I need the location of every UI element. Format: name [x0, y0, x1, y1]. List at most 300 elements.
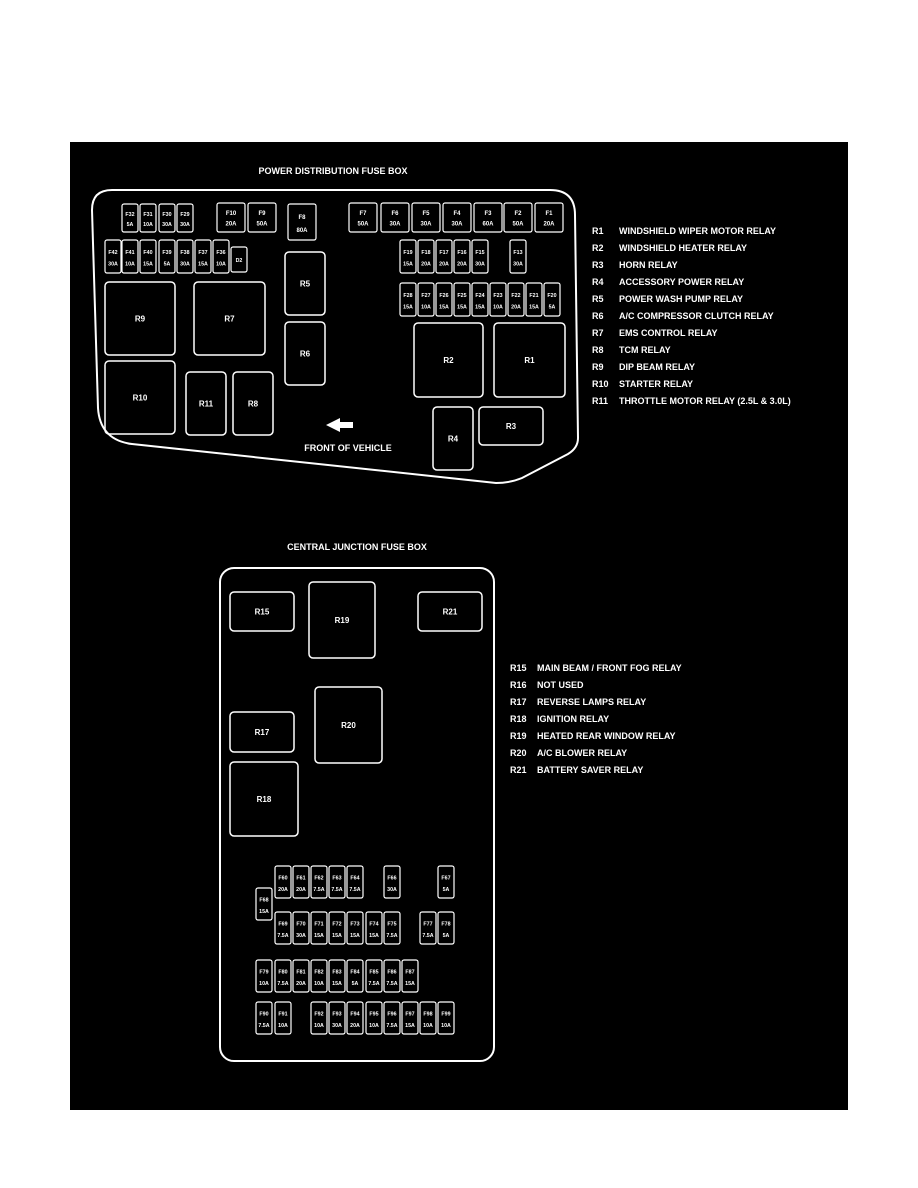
fuse-rating-label: 20A [225, 221, 237, 228]
fuse-rating-label: 7.5A [422, 932, 434, 939]
fuse-id-label: F40 [143, 249, 153, 256]
legend-code: R9 [592, 362, 604, 372]
relay-r4 [433, 407, 473, 470]
fuse-id-label: F80 [278, 969, 288, 976]
fuse-f87 [402, 960, 418, 992]
legend-code: R1 [592, 226, 604, 236]
fuse-id-label: F73 [350, 921, 360, 928]
fuse-rating-label: 30A [332, 1022, 342, 1029]
relay-label: R1 [524, 356, 535, 365]
fuse-id-label: F99 [441, 1011, 451, 1018]
fuse-f17 [436, 240, 452, 273]
legend-description: EMS CONTROL RELAY [619, 328, 718, 338]
relay-label: R17 [254, 728, 270, 737]
fuse-id-label: F3 [484, 211, 492, 218]
fuse-id-label: F18 [421, 249, 431, 256]
fuse-f98 [420, 1002, 436, 1034]
relay-r15 [230, 592, 294, 631]
fuse-id-label: F5 [422, 211, 430, 218]
fuse-f68 [256, 888, 272, 920]
fuse-f40 [140, 240, 156, 273]
fuse-f30 [159, 204, 175, 232]
fuse-f91 [275, 1002, 291, 1034]
legend-description: STARTER RELAY [619, 379, 694, 389]
relay-r19 [309, 582, 375, 658]
fuse-rating-label: 5A [351, 980, 359, 987]
fuse-id-label: F61 [296, 875, 306, 882]
legend-description: WINDSHIELD HEATER RELAY [619, 243, 748, 253]
fuse-id-label: F9 [258, 211, 266, 218]
arrow-left-icon [326, 418, 353, 432]
relay-r1 [494, 323, 565, 397]
fuse-rating-label: 5A [442, 932, 450, 939]
fuse-id-label: F23 [493, 292, 503, 299]
fuse-f32 [122, 204, 138, 232]
fuse-rating-label: 5A [126, 221, 134, 228]
fuse-rating-label: 5A [163, 261, 171, 268]
fuse-f1 [535, 203, 563, 232]
fuse-id-label: F83 [332, 969, 342, 976]
fuse-id-label: F29 [180, 211, 190, 218]
legend-description: A/C COMPRESSOR CLUTCH RELAY [619, 311, 774, 321]
fuse-rating-label: 15A [350, 932, 360, 939]
fuse-rating-label: 7.5A [349, 886, 361, 893]
fuse-f42 [105, 240, 121, 273]
fuse-f99 [438, 1002, 454, 1034]
relay-label: R8 [247, 399, 259, 409]
fuse-f21 [526, 283, 542, 316]
fuse-f10 [217, 203, 245, 232]
fuse-f4 [443, 203, 471, 232]
fuse-rating-label: 7.5A [386, 1022, 398, 1029]
legend-code: R2 [592, 243, 604, 253]
fuse-f84 [347, 960, 363, 992]
relay-label: R15 [254, 607, 270, 617]
fuse-rating-label: 15A [314, 932, 324, 939]
fuse-rating-label: 7.5A [277, 932, 289, 939]
fuse-f93 [329, 1002, 345, 1034]
fuse-f69 [275, 912, 291, 944]
fuse-f90 [256, 1002, 272, 1034]
legend-code: R8 [592, 345, 604, 355]
fuse-f74 [366, 912, 382, 944]
fuse-id-label: F75 [387, 921, 397, 928]
fuse-id-label: F25 [457, 292, 467, 299]
legend-description: NOT USED [537, 680, 584, 690]
fuse-id-label: F77 [423, 921, 433, 928]
relay-label: R11 [198, 399, 214, 409]
fuse-id-label: F32 [125, 211, 135, 218]
legend-description: THROTTLE MOTOR RELAY (2.5L & 3.0L) [619, 396, 791, 406]
fuse-f75 [384, 912, 400, 944]
relay-label: R5 [299, 279, 311, 289]
legend-description: ACCESSORY POWER RELAY [619, 277, 745, 287]
relay-label: R6 [299, 349, 311, 359]
fuse-id-label: F42 [108, 249, 118, 256]
fuse-f29 [177, 204, 193, 232]
fuse-id-label: F4 [453, 211, 461, 218]
fuse-id-label: F98 [423, 1011, 433, 1018]
fuse-rating-label: 10A [278, 1022, 288, 1029]
fuse-id-label: F26 [439, 292, 449, 299]
legend-code: R17 [510, 697, 527, 707]
fuse-f66 [384, 866, 400, 898]
relay-label: R20 [341, 721, 356, 730]
power-box-title: POWER DISTRIBUTION FUSE BOX [258, 166, 408, 176]
legend-description: TCM RELAY [619, 345, 671, 355]
fuse-rating-label: 15A [405, 1022, 415, 1029]
fuse-f64 [347, 866, 363, 898]
junction-box-relays [230, 582, 482, 836]
legend-description: MAIN BEAM / FRONT FOG RELAY [537, 663, 682, 673]
legend-description: A/C BLOWER RELAY [537, 748, 628, 758]
fuse-f73 [347, 912, 363, 944]
fuse-f28 [400, 283, 416, 316]
legend-code: R4 [592, 277, 604, 287]
fuse-id-label: F17 [439, 249, 449, 256]
fuse-rating-label: 15A [403, 261, 413, 268]
legend-code: R10 [592, 379, 609, 389]
legend-code: R11 [592, 396, 609, 406]
fuse-f94 [347, 1002, 363, 1034]
fuse-rating-label: 30A [108, 261, 118, 268]
relay-label: R4 [447, 434, 459, 444]
fuse-f96 [384, 1002, 400, 1034]
fuse-id-label: F74 [369, 921, 379, 928]
fuse-id-label: F82 [314, 969, 324, 976]
fuse-id-label: F79 [259, 969, 269, 976]
fuse-f13 [510, 240, 526, 273]
fuse-id-label: F95 [369, 1011, 379, 1018]
relay-r9 [105, 282, 175, 355]
fuse-d2 [231, 247, 247, 272]
fuse-id-label: F20 [547, 292, 557, 299]
legend-code: R16 [510, 680, 527, 690]
fuse-f23 [490, 283, 506, 316]
fuse-rating-label: 30A [513, 261, 523, 268]
fuse-rating-label: 10A [423, 1022, 433, 1029]
fuse-rating-label: 15A [259, 908, 269, 915]
fuse-rating-label: 20A [457, 261, 467, 268]
fuse-rating-label: 20A [439, 261, 449, 268]
fuse-id-label: F39 [162, 249, 172, 256]
fuse-f31 [140, 204, 156, 232]
fuse-rating-label: 15A [475, 304, 485, 311]
power-box-relays [105, 249, 565, 470]
relay-r2 [414, 323, 483, 397]
fuse-id-label: F2 [514, 211, 522, 218]
fuse-f79 [256, 960, 272, 992]
fuse-id-label: F31 [143, 211, 153, 218]
fuse-f70 [293, 912, 309, 944]
fuse-f72 [329, 912, 345, 944]
fuse-f27 [418, 283, 434, 316]
fuse-rating-label: 10A [314, 1022, 324, 1029]
power-box-outline [92, 190, 578, 483]
legend-code: R20 [510, 748, 527, 758]
fuse-rating-label: 30A [451, 221, 463, 228]
relay-label: R19 [334, 616, 350, 625]
fuse-id-label: F68 [259, 897, 269, 904]
fuse-f18 [418, 240, 434, 273]
fuse-box-diagram [70, 142, 848, 1110]
fuse-f60 [275, 866, 291, 898]
fuse-f6 [381, 203, 409, 232]
relay-label: R18 [256, 795, 272, 804]
fuse-f26 [436, 283, 452, 316]
fuse-id-label: F8 [298, 215, 306, 222]
relay-r8 [233, 372, 273, 435]
fuse-id-label: F37 [198, 249, 208, 256]
fuse-rating-label: 7.5A [258, 1022, 270, 1029]
fuse-id-label: F24 [475, 292, 485, 299]
fuse-id-label: F22 [511, 292, 521, 299]
fuse-rating-label: 15A [403, 304, 413, 311]
relay-label: R3 [505, 422, 517, 431]
fuse-f78 [438, 912, 454, 944]
fuse-f5 [412, 203, 440, 232]
fuse-id-label: F96 [387, 1011, 397, 1018]
fuse-id-label: F64 [350, 875, 360, 882]
fuse-rating-label: 10A [441, 1022, 451, 1029]
fuse-id-label: F10 [225, 211, 237, 218]
fuse-id-label: F15 [475, 249, 485, 256]
fuse-rating-label: 15A [405, 980, 415, 987]
fuse-rating-label: 15A [439, 304, 449, 311]
legend-description: BATTERY SAVER RELAY [537, 765, 644, 775]
fuse-f63 [329, 866, 345, 898]
relay-r6 [285, 322, 325, 385]
fuse-rating-label: 7.5A [386, 980, 398, 987]
fuse-rating-label: 5A [442, 886, 450, 893]
fuse-rating-label: 30A [162, 221, 172, 228]
relay-r20 [315, 687, 382, 763]
fuse-id-label: F97 [405, 1011, 415, 1018]
fuse-rating-label: 50A [357, 221, 369, 228]
fuse-rating-label: 10A [143, 221, 153, 228]
fuse-f19 [400, 240, 416, 273]
fuse-rating-label: 7.5A [313, 886, 325, 893]
fuse-rating-label: 20A [350, 1022, 360, 1029]
fuse-id-label: F13 [513, 249, 523, 256]
fuse-f41 [122, 240, 138, 273]
fuse-id-label: F38 [180, 249, 190, 256]
fuse-f81 [293, 960, 309, 992]
fuse-rating-label: 15A [198, 261, 208, 268]
fuse-rating-label: 50A [512, 221, 524, 228]
fuse-id-label: F81 [296, 969, 306, 976]
legend-code: R3 [592, 260, 604, 270]
fuse-f20 [544, 283, 560, 316]
relay-r3 [479, 407, 543, 445]
fuse-rating-label: 20A [278, 886, 288, 893]
fuse-f97 [402, 1002, 418, 1034]
front-of-vehicle-label: FRONT OF VEHICLE [304, 443, 392, 453]
fuse-rating-label: 30A [389, 221, 401, 228]
fuse-id-label: F84 [350, 969, 360, 976]
fuse-id-label: F85 [369, 969, 379, 976]
fuse-rating-label: 10A [125, 261, 135, 268]
fuse-id-label: F78 [441, 921, 451, 928]
fuse-id-label: F19 [403, 249, 413, 256]
fuse-f62 [311, 866, 327, 898]
fuse-f25 [454, 283, 470, 316]
fuse-id-label: F30 [162, 211, 172, 218]
relay-label: R10 [132, 393, 148, 403]
legend-code: R19 [510, 731, 527, 741]
legend-description: REVERSE LAMPS RELAY [537, 697, 647, 707]
fuse-id-label: F91 [278, 1011, 288, 1018]
fuse-f61 [293, 866, 309, 898]
legend-description: HORN RELAY [619, 260, 678, 270]
fuse-rating-label: 80A [296, 228, 308, 235]
fuse-id-label: F16 [457, 249, 467, 256]
fuse-rating-label: 30A [296, 932, 306, 939]
fuse-f92 [311, 1002, 327, 1034]
fuse-f80 [275, 960, 291, 992]
power-box-fuses [105, 203, 563, 316]
legend-code: R21 [510, 765, 527, 775]
fuse-f2 [504, 203, 532, 232]
fuse-f82 [311, 960, 327, 992]
fuse-id-label: F69 [278, 921, 288, 928]
fuse-rating-label: 15A [332, 932, 342, 939]
fuse-id-label: F6 [391, 211, 399, 218]
legend-code: R15 [510, 663, 527, 673]
fuse-f16 [454, 240, 470, 273]
fuse-f83 [329, 960, 345, 992]
fuse-f67 [438, 866, 454, 898]
fuse-id-label: F28 [403, 292, 413, 299]
fuse-rating-label: 10A [369, 1022, 379, 1029]
fuse-id-label: F87 [405, 969, 415, 976]
legend-code: R7 [592, 328, 604, 338]
fuse-rating-label: 15A [529, 304, 539, 311]
fuse-rating-label: 15A [143, 261, 153, 268]
relay-label: R9 [134, 314, 146, 324]
fuse-id-label: F94 [350, 1011, 360, 1018]
fuse-f77 [420, 912, 436, 944]
fuse-f38 [177, 240, 193, 273]
fuse-rating-label: 20A [421, 261, 431, 268]
fuse-f86 [384, 960, 400, 992]
legend-description: DIP BEAM RELAY [619, 362, 696, 372]
fuse-id-label: F21 [529, 292, 539, 299]
fuse-rating-label: 15A [457, 304, 467, 311]
fuse-f15 [472, 240, 488, 273]
fuse-f85 [366, 960, 382, 992]
fuse-rating-label: 7.5A [331, 886, 343, 893]
fuse-id-label: F92 [314, 1011, 324, 1018]
fuse-rating-label: 30A [180, 261, 190, 268]
fuse-rating-label: 20A [543, 221, 555, 228]
legend-code: R6 [592, 311, 604, 321]
fuse-id-label: F60 [278, 875, 288, 882]
relay-r7 [194, 282, 265, 355]
fuse-id-label: F7 [359, 211, 367, 218]
fuse-id-label: F86 [387, 969, 397, 976]
relay-r5 [285, 252, 325, 315]
relay-r21 [418, 592, 482, 631]
relay-r17 [230, 712, 294, 752]
fuse-f39 [159, 240, 175, 273]
fuse-id-label: F67 [441, 875, 451, 882]
fuse-rating-label: 15A [332, 980, 342, 987]
legend-description: POWER WASH PUMP RELAY [619, 294, 744, 304]
fuse-f3 [474, 203, 502, 232]
fuse-id-label: F63 [332, 875, 342, 882]
junction-box-title: CENTRAL JUNCTION FUSE BOX [287, 542, 427, 552]
fuse-f36 [213, 240, 229, 273]
fuse-f24 [472, 283, 488, 316]
relay-label: R2 [443, 356, 454, 365]
fuse-id-label: F70 [296, 921, 306, 928]
fuse-id-label: F93 [332, 1011, 342, 1018]
fuse-id-label: D2 [235, 258, 243, 264]
fuse-f37 [195, 240, 211, 273]
fuse-rating-label: 20A [511, 304, 521, 311]
fuse-rating-label: 7.5A [368, 980, 380, 987]
fuse-rating-label: 30A [180, 221, 190, 228]
fuse-id-label: F41 [125, 249, 135, 256]
fuse-id-label: F27 [421, 292, 431, 299]
relay-label: R7 [224, 314, 235, 324]
legend-description: HEATED REAR WINDOW RELAY [537, 731, 676, 741]
fuse-rating-label: 50A [256, 221, 268, 228]
fuse-rating-label: 30A [420, 221, 432, 228]
fuse-id-label: F62 [314, 875, 324, 882]
fuse-f95 [366, 1002, 382, 1034]
fuse-rating-label: 7.5A [386, 932, 398, 939]
fuse-id-label: F71 [314, 921, 324, 928]
fuse-f7 [349, 203, 377, 232]
legend-code: R18 [510, 714, 527, 724]
fuse-rating-label: 10A [421, 304, 431, 311]
diagram-panel [70, 142, 848, 1110]
fuse-rating-label: 20A [296, 980, 306, 987]
fuse-f9 [248, 203, 276, 232]
relay-label: R21 [442, 607, 458, 617]
fuse-rating-label: 30A [475, 261, 485, 268]
fuse-rating-label: 7.5A [277, 980, 289, 987]
fuse-rating-label: 5A [548, 304, 556, 311]
fuse-f71 [311, 912, 327, 944]
fuse-rating-label: 10A [259, 980, 269, 987]
junction-box-fuses [256, 866, 454, 1034]
fuse-rating-label: 10A [314, 980, 324, 987]
relay-r11 [186, 372, 226, 435]
fuse-id-label: F66 [387, 875, 397, 882]
fuse-id-label: F72 [332, 921, 342, 928]
fuse-rating-label: 60A [482, 221, 494, 228]
fuse-rating-label: 30A [387, 886, 397, 893]
junction-box-outline [220, 568, 494, 1061]
fuse-id-label: F36 [216, 249, 226, 256]
fuse-rating-label: 20A [296, 886, 306, 893]
fuse-f22 [508, 283, 524, 316]
fuse-rating-label: 10A [216, 261, 226, 268]
legend-description: IGNITION RELAY [537, 714, 610, 724]
fuse-rating-label: 15A [369, 932, 379, 939]
legend-code: R5 [592, 294, 604, 304]
fuse-rating-label: 10A [493, 304, 503, 311]
relay-r18 [230, 762, 298, 836]
fuse-id-label: F1 [545, 211, 553, 218]
fuse-f8 [288, 204, 316, 240]
fuse-id-label: F90 [259, 1011, 269, 1018]
legend-description: WINDSHIELD WIPER MOTOR RELAY [619, 226, 777, 236]
relay-r10 [105, 361, 175, 434]
